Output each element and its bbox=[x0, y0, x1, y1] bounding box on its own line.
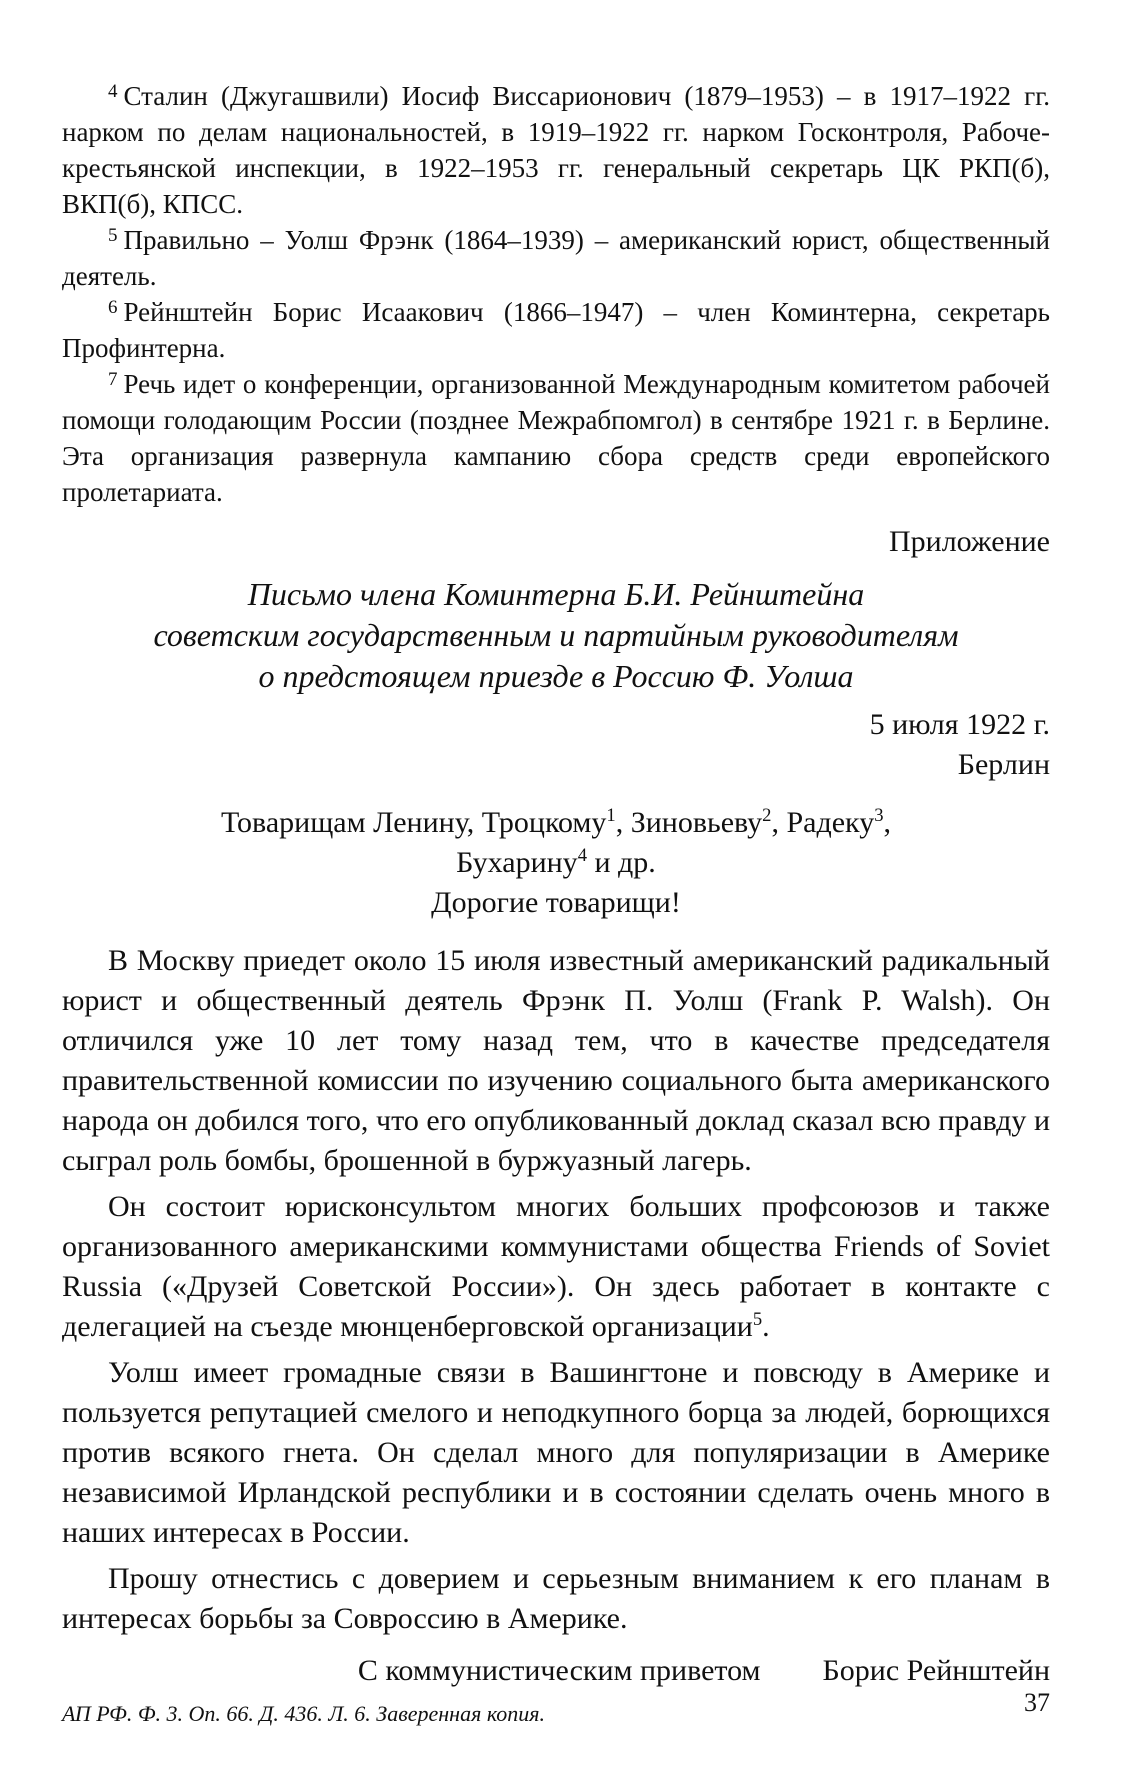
salutation: Дорогие товарищи! bbox=[431, 886, 681, 919]
footnote-ref-2: 2 bbox=[762, 805, 772, 826]
addressee-line-2 bbox=[62, 843, 1050, 883]
document-title bbox=[62, 574, 1050, 697]
addressees bbox=[62, 803, 1050, 923]
paragraph-2-end: . bbox=[762, 1310, 770, 1343]
footnote-text: Речь идет о конференции, организованной Международным комитетом рабочей помощи голодающим России (позднее Межрабпомгол) в сентябре 1921 г. в Берлине. Эта организация развернула кампанию сбора средств среди европейского пролетариата. bbox=[62, 369, 1050, 507]
footnote-5 bbox=[62, 222, 1050, 294]
addressee-bukharin: Бухарину bbox=[456, 846, 578, 879]
title-line-3: о предстоящем приезде в Россию Ф. Уолша bbox=[258, 658, 854, 694]
paragraph-4: Прошу отнестись с доверием и серьезным вниманием к его планам в интересах борьбы за Совроссию в Америке. bbox=[62, 1562, 1050, 1635]
footnote-number: 5 bbox=[108, 225, 118, 246]
footnote-number: 6 bbox=[108, 297, 118, 318]
letter-place: Берлин bbox=[957, 748, 1050, 781]
addressee-radek: , Радеку bbox=[771, 806, 875, 839]
paragraph-1: В Москву приедет около 15 июля известный американский радикальный юрист и общественный деятель Фрэнк П. Уолш (Frank P. Walsh). Он отличился уже 10 лет тому назад тем, что в качестве председателя правительственной комиссии по изучению социального быта американского народа он добился того, что его опубликованный доклад сказал всю правду и сыграл роль бомбы, брошенной в буржуазный лагерь. bbox=[62, 944, 1050, 1177]
addressee-line-1 bbox=[62, 803, 1050, 843]
addressee-lenin-trotsky: Товарищам Ленину, Троцкому bbox=[220, 806, 607, 839]
footnote-ref-4: 4 bbox=[577, 845, 587, 866]
footnotes bbox=[62, 78, 1050, 510]
addressee-etc: и др. bbox=[586, 846, 656, 879]
closing-phrase: С коммунистическим приветом bbox=[357, 1654, 761, 1687]
footnote-6 bbox=[62, 294, 1050, 366]
letter-date: 5 июля 1922 г. bbox=[869, 708, 1050, 741]
footnote-text: Сталин (Джугашвили) Иосиф Виссарионович (1879–1953) – в 1917–1922 гг. нарком по делам национальностей, в 1919–1922 гг. нарком Госконтроля, Рабоче-крестьянской инспекции, в 1922–1953 гг. генеральный секретарь ЦК РКП(б), ВКП(б), КПСС. bbox=[62, 81, 1050, 219]
page-number: 37 bbox=[1024, 1688, 1050, 1717]
paragraph-2 bbox=[62, 1187, 1050, 1347]
archive-reference: АП РФ. Ф. 3. Оп. 66. Д. 436. Л. 6. Заверенная копия. bbox=[62, 1701, 546, 1726]
paragraph-2-text: Он состоит юрисконсультом многих больших профсоюзов и также организованного американскими коммунистами общества Friends of Soviet Russia («Друзей Советской России»). Он здесь работает в контакте с делегацией на съезде мюнценберговской организации bbox=[62, 1190, 1050, 1343]
signature-line bbox=[62, 1651, 1050, 1691]
paragraph-3: Уолш имеет громадные связи в Вашингтоне и повсюду в Америке и пользуется репутацией смелого и неподкупного борца за людей, борющихся против всякого гнета. Он сделал много для популяризации в Америке независимой Ирландской республики и в состоянии сделать очень много в наших интересах в России. bbox=[62, 1356, 1050, 1549]
footnote-4 bbox=[62, 78, 1050, 222]
page-content bbox=[62, 78, 1050, 1729]
footnote-ref-3: 3 bbox=[874, 805, 884, 826]
footnote-text: Правильно – Уолш Фрэнк (1864–1939) – американский юрист, общественный деятель. bbox=[62, 225, 1050, 291]
title-line-2: советским государственным и партийным руководителям bbox=[153, 617, 959, 653]
footnote-number: 4 bbox=[108, 81, 118, 102]
addressee-zinoviev: , Зиновьеву bbox=[615, 806, 763, 839]
appendix-label: Приложение bbox=[888, 525, 1050, 558]
footnote-ref-5: 5 bbox=[752, 1309, 763, 1330]
title-line-1: Письмо члена Коминтерна Б.И. Рейнштейна bbox=[247, 576, 865, 612]
footnote-text: Рейнштейн Борис Исаакович (1866–1947) – член Коминтерна, секретарь Профинтерна. bbox=[62, 297, 1050, 363]
addressee-comma: , bbox=[883, 806, 891, 839]
footnote-ref-1: 1 bbox=[606, 805, 616, 826]
footnote-number: 7 bbox=[108, 369, 118, 390]
signatory-name: Борис Рейнштейн bbox=[822, 1654, 1050, 1687]
footnote-7 bbox=[62, 366, 1050, 510]
